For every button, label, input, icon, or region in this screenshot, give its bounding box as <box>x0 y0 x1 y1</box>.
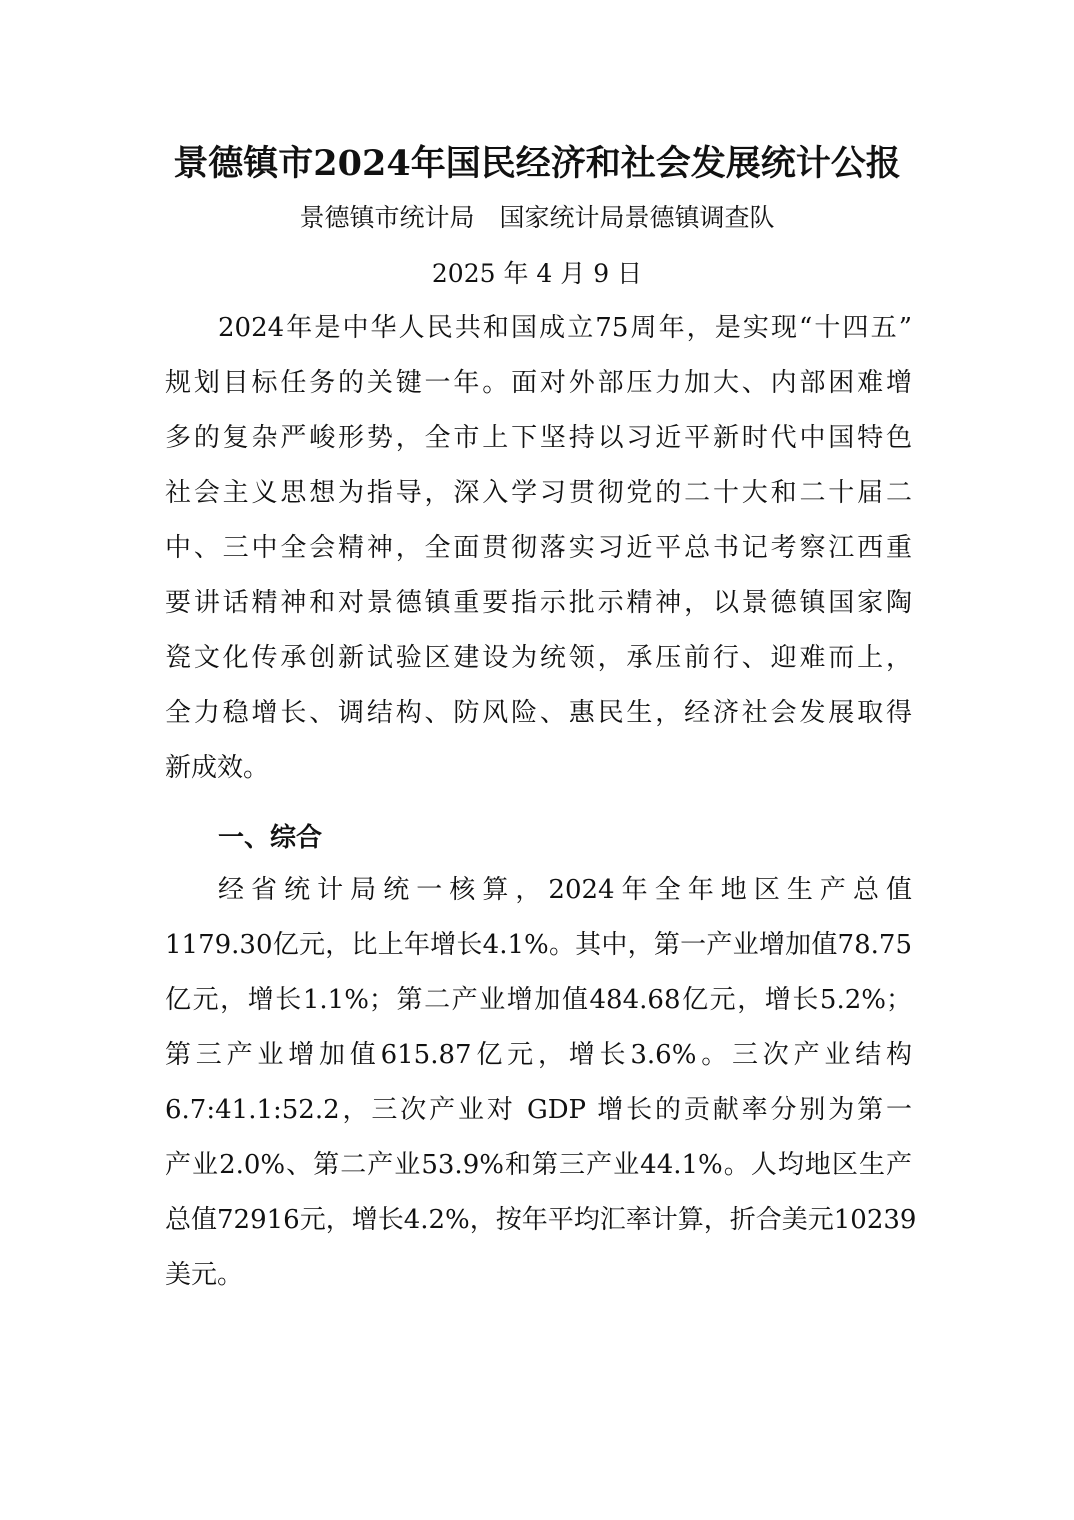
section-heading: 一、综合 <box>218 823 323 853</box>
paragraph-line: 2024年是中华人民共和国成立75周年，是实现“十四五” <box>218 313 912 343</box>
paragraph-line: 产业2.0%、第二产业53.9%和第三产业44.1%。人均地区生产 <box>165 1150 912 1180</box>
paragraph-line: 新成效。 <box>165 753 270 783</box>
paragraph-line: 经省统计局统一核算，2024年全年地区生产总值 <box>218 875 912 905</box>
paragraph-line: 中、三中全会精神，全面贯彻落实习近平总书记考察江西重 <box>165 533 912 563</box>
paragraph-line: 多的复杂严峻形势，全市上下坚持以习近平新时代中国特色 <box>165 423 912 453</box>
paragraph-line: 瓷文化传承创新试验区建设为统领，承压前行、迎难而上， <box>165 643 912 673</box>
paragraph-line: 6.7:41.1:52.2，三次产业对 GDP 增长的贡献率分别为第一 <box>165 1095 912 1125</box>
paragraph-line: 美元。 <box>165 1260 244 1290</box>
document-title: 景德镇市2024年国民经济和社会发展统计公报 <box>173 143 901 184</box>
publish-date: 2025 年 4 月 9 日 <box>431 259 643 288</box>
paragraph-line: 要讲话精神和对景德镇重要指示批示精神，以景德镇国家陶 <box>165 588 912 618</box>
paragraph-line: 规划目标任务的关键一年。面对外部压力加大、内部困难增 <box>165 368 912 398</box>
authors: 景德镇市统计局 国家统计局景德镇调查队 <box>299 203 775 232</box>
paragraph-line: 全力稳增长、调结构、防风险、惠民生，经济社会发展取得 <box>165 698 912 728</box>
paragraph-line: 1179.30亿元，比上年增长4.1%。其中，第一产业增加值78.75 <box>165 930 912 960</box>
paragraph-line: 总值72916元，增长4.2%，按年平均汇率计算，折合美元10239 <box>165 1205 917 1235</box>
paragraph-line: 社会主义思想为指导，深入学习贯彻党的二十大和二十届二 <box>165 478 912 508</box>
paragraph-line: 亿元，增长1.1%；第二产业增加值484.68亿元，增长5.2%； <box>165 985 912 1015</box>
paragraph-line: 第三产业增加值615.87亿元，增长3.6%。三次产业结构 <box>165 1040 912 1070</box>
